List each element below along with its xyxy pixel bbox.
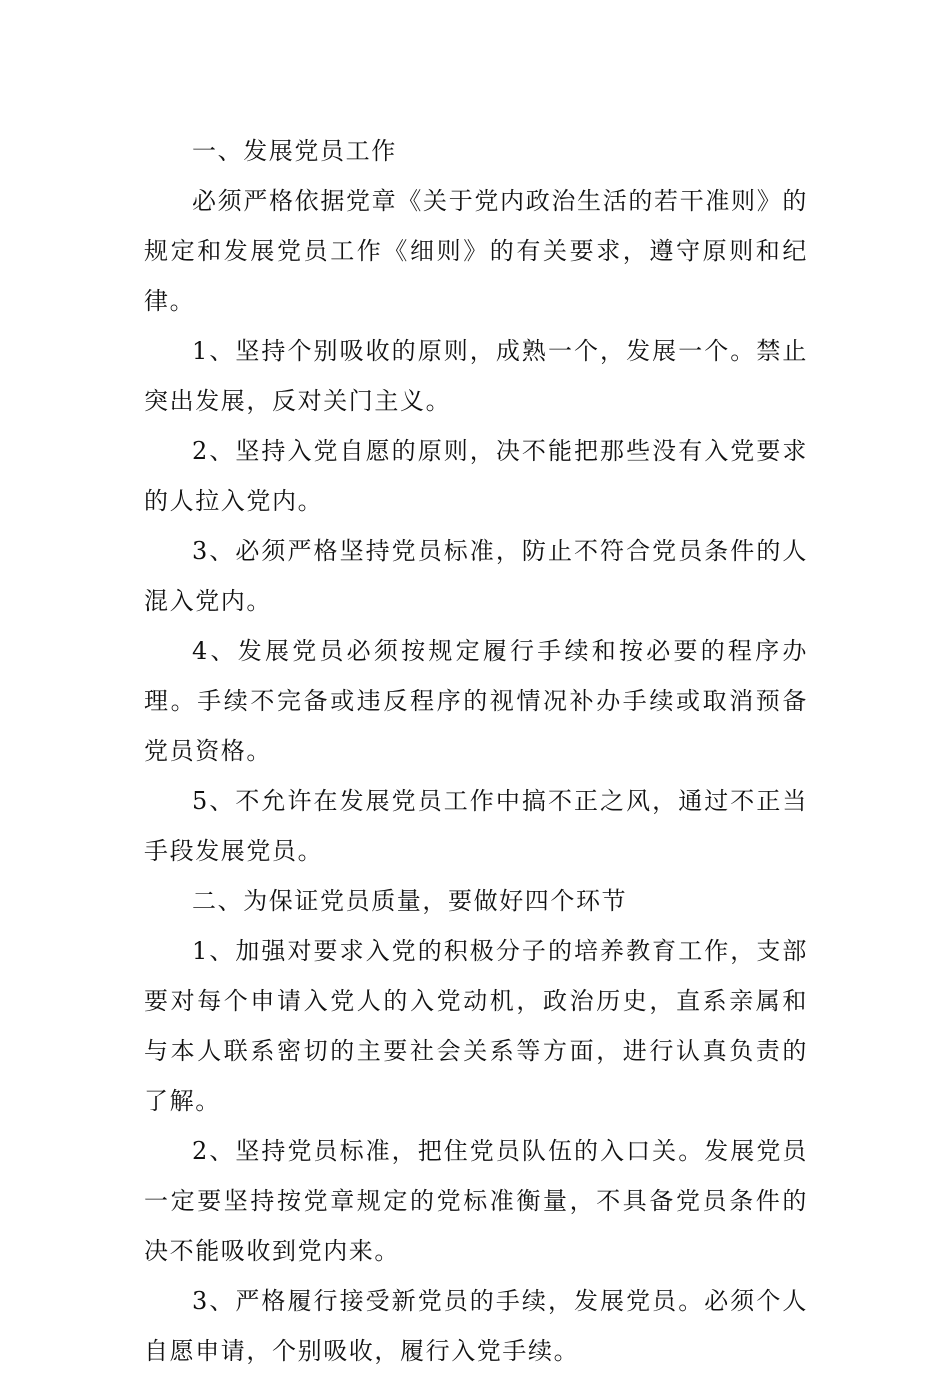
section-1-heading: 一、发展党员工作 <box>192 137 397 165</box>
section-1-intro: 必须严格依据党章《关于党内政治生活的若干准则》的规定和发展党员工作《细则》的有关要求，遵守原则和纪律。 <box>144 187 808 315</box>
section-1-item-1: 1、坚持个别吸收的原则，成熟一个，发展一个。禁止突出发展，反对关门主义。 <box>144 337 808 415</box>
section-1-item-3: 3、必须严格坚持党员标准，防止不符合党员条件的人混入党内。 <box>144 537 808 615</box>
section-2-item-3: 3、严格履行接受新党员的手续，发展党员。必须个人自愿申请，个别吸收，履行入党手续。 <box>144 1287 808 1365</box>
section-1-item-5: 5、不允许在发展党员工作中搞不正之风，通过不正当手段发展党员。 <box>144 787 808 865</box>
section-2-item-1: 1、加强对要求入党的积极分子的培养教育工作，支部要对每个申请入党人的入党动机，政治历史，直系亲属和与本人联系密切的主要社会关系等方面，进行认真负责的了解。 <box>144 937 808 1115</box>
section-2-heading: 二、为保证党员质量，要做好四个环节 <box>192 887 628 915</box>
section-1-item-2: 2、坚持入党自愿的原则，决不能把那些没有入党要求的人拉入党内。 <box>144 437 808 515</box>
document-body <box>144 126 808 1376</box>
section-2-item-2: 2、坚持党员标准，把住党员队伍的入口关。发展党员一定要坚持按党章规定的党标准衡量，不具备党员条件的决不能吸收到党内来。 <box>144 1137 808 1265</box>
section-1-item-4: 4、发展党员必须按规定履行手续和按必要的程序办理。手续不完备或违反程序的视情况补办手续或取消预备党员资格。 <box>144 637 808 765</box>
